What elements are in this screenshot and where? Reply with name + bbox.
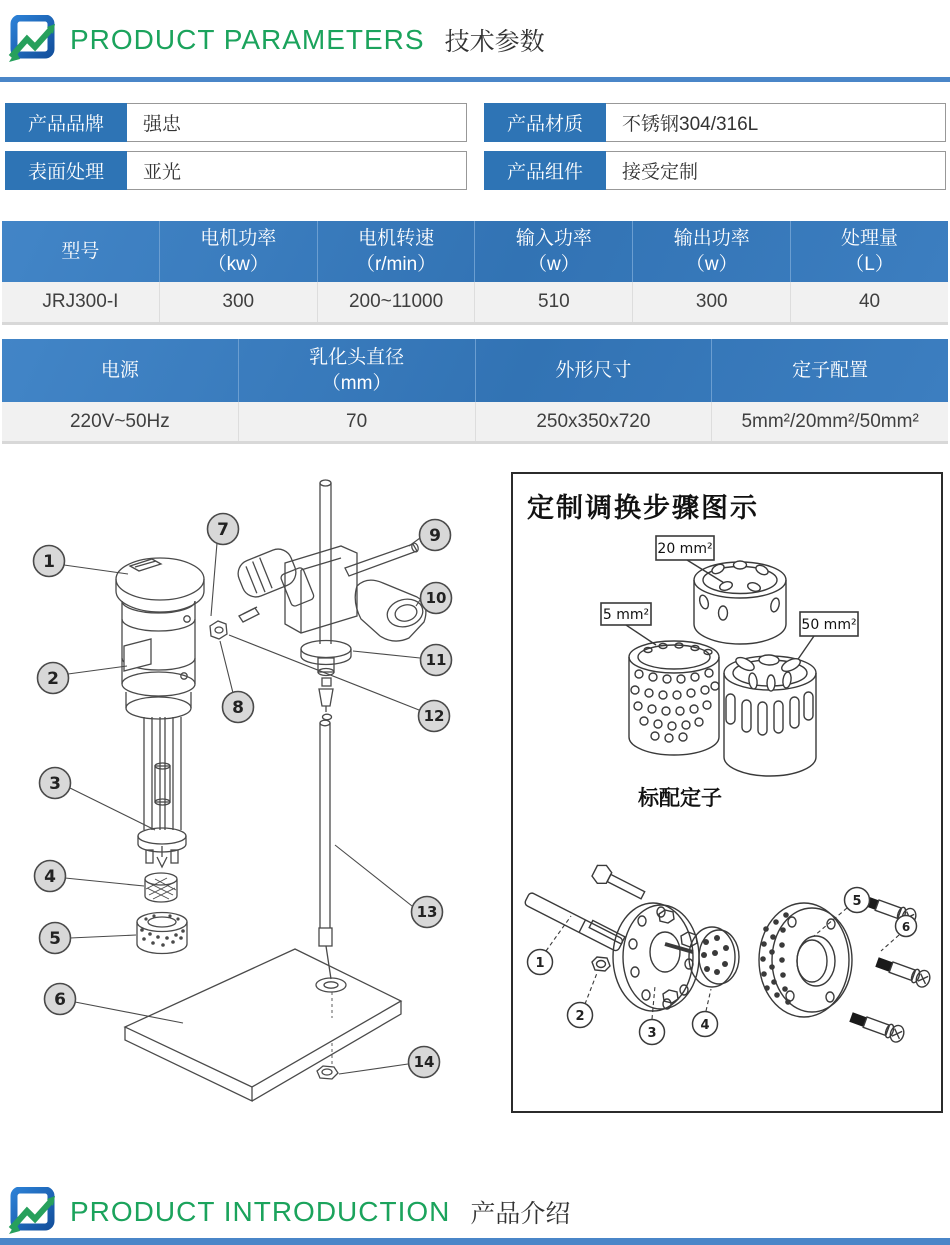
brand-logo-icon [8,1187,58,1237]
value-power-supply: 220V~50Hz [2,402,239,441]
info-label: 产品材质 [484,103,606,142]
assembly-balloon-6: 6 [901,920,911,934]
section-title-en: PRODUCT INTRODUCTION [70,1196,451,1227]
col-header-capacity: 处理量 （L） [841,227,899,275]
assembly-balloon-2: 2 [575,1009,585,1024]
col-header-power-supply: 电源 [2,339,239,402]
part-balloon-9: 9 [429,526,441,546]
value-motor-speed: 200~11000 [318,282,476,322]
value-model: JRJ300-I [2,282,160,322]
info-label: 产品组件 [484,151,606,190]
value-output-power: 300 [633,282,791,322]
info-card-finish [5,151,467,190]
stator-label-5mm2: 5 mm² [602,607,650,623]
part-balloon-1: 1 [43,552,55,572]
col-header-output-power: 输出功率 （w） [633,221,791,282]
product-info-grid [5,103,946,190]
brand-logo-icon [8,15,58,65]
part-balloon-8: 8 [232,698,244,718]
value-dimensions: 250x350x720 [476,402,713,441]
part-balloon-14: 14 [413,1053,435,1071]
section-header-parameters [8,12,545,68]
section-header-introduction [8,1184,570,1240]
info-card-component [484,151,946,190]
part-balloon-2: 2 [47,669,59,689]
assembly-balloon-3: 3 [647,1026,657,1041]
part-balloon-12: 12 [423,707,445,725]
col-header-dimensions: 外形尺寸 [476,339,713,402]
part-balloon-5: 5 [49,929,61,949]
col-header-input-power: 输入功率 （w） [475,221,633,282]
spec-table-value-row [2,402,948,444]
part-balloon-11: 11 [425,651,447,669]
value-stator-config: 5mm²/20mm²/50mm² [741,410,919,432]
value-input-power: 510 [475,282,633,322]
assembly-balloon-1: 1 [535,956,545,971]
value-motor-power: 300 [160,282,318,322]
col-header-motor-speed: 电机转速 （r/min） [318,221,476,282]
info-value: 接受定制 [622,162,699,183]
part-balloon-7: 7 [217,520,229,540]
spec-table-electrical [2,339,948,444]
stator-panel-title: 定制调换步骤图示 [527,493,759,523]
col-header-motor-power: 电机功率 （kw） [160,221,318,282]
info-label: 表面处理 [5,151,127,190]
part-balloon-6: 6 [54,990,66,1010]
part-balloon-3: 3 [49,774,61,794]
stator-swap-diagram [513,474,941,1111]
stator-swap-panel [511,472,943,1113]
assembly-balloon-5: 5 [852,894,862,909]
spec-table-header-row [2,339,948,402]
part-balloon-13: 13 [416,903,438,921]
section-title-zh: 技术参数 [444,28,545,56]
section-title-zh: 产品介绍 [470,1200,571,1228]
value-head-diameter: 70 [239,402,476,441]
info-label: 产品品牌 [5,103,127,142]
stator-label-20mm2: 20 mm² [657,541,713,557]
col-header-stator-config: 定子配置 [792,359,869,381]
info-value: 亚光 [143,162,182,183]
info-value: 强忠 [143,114,182,135]
part-number-balloons [34,514,452,1078]
stator-caption: 标配定子 [638,786,722,810]
value-capacity: 40 [858,291,881,312]
spec-table-value-row [2,282,948,325]
spec-table-header-row [2,221,948,282]
divider-line [0,77,950,82]
info-card-brand [5,103,467,142]
info-value: 不锈钢304/316L [622,114,759,135]
part-balloon-4: 4 [44,867,56,887]
stator-label-50mm2: 50 mm² [801,617,857,633]
col-header-model: 型号 [2,221,160,282]
spec-table-motor [2,221,948,325]
assembly-balloon-4: 4 [700,1018,710,1033]
col-header-head-diameter: 乳化头直径 （mm） [239,339,476,402]
part-balloon-10: 10 [425,589,447,607]
divider-line [0,1238,950,1245]
exploded-view-diagram [5,458,480,1158]
section-title-en: PRODUCT PARAMETERS [70,24,425,55]
info-card-material [484,103,946,142]
